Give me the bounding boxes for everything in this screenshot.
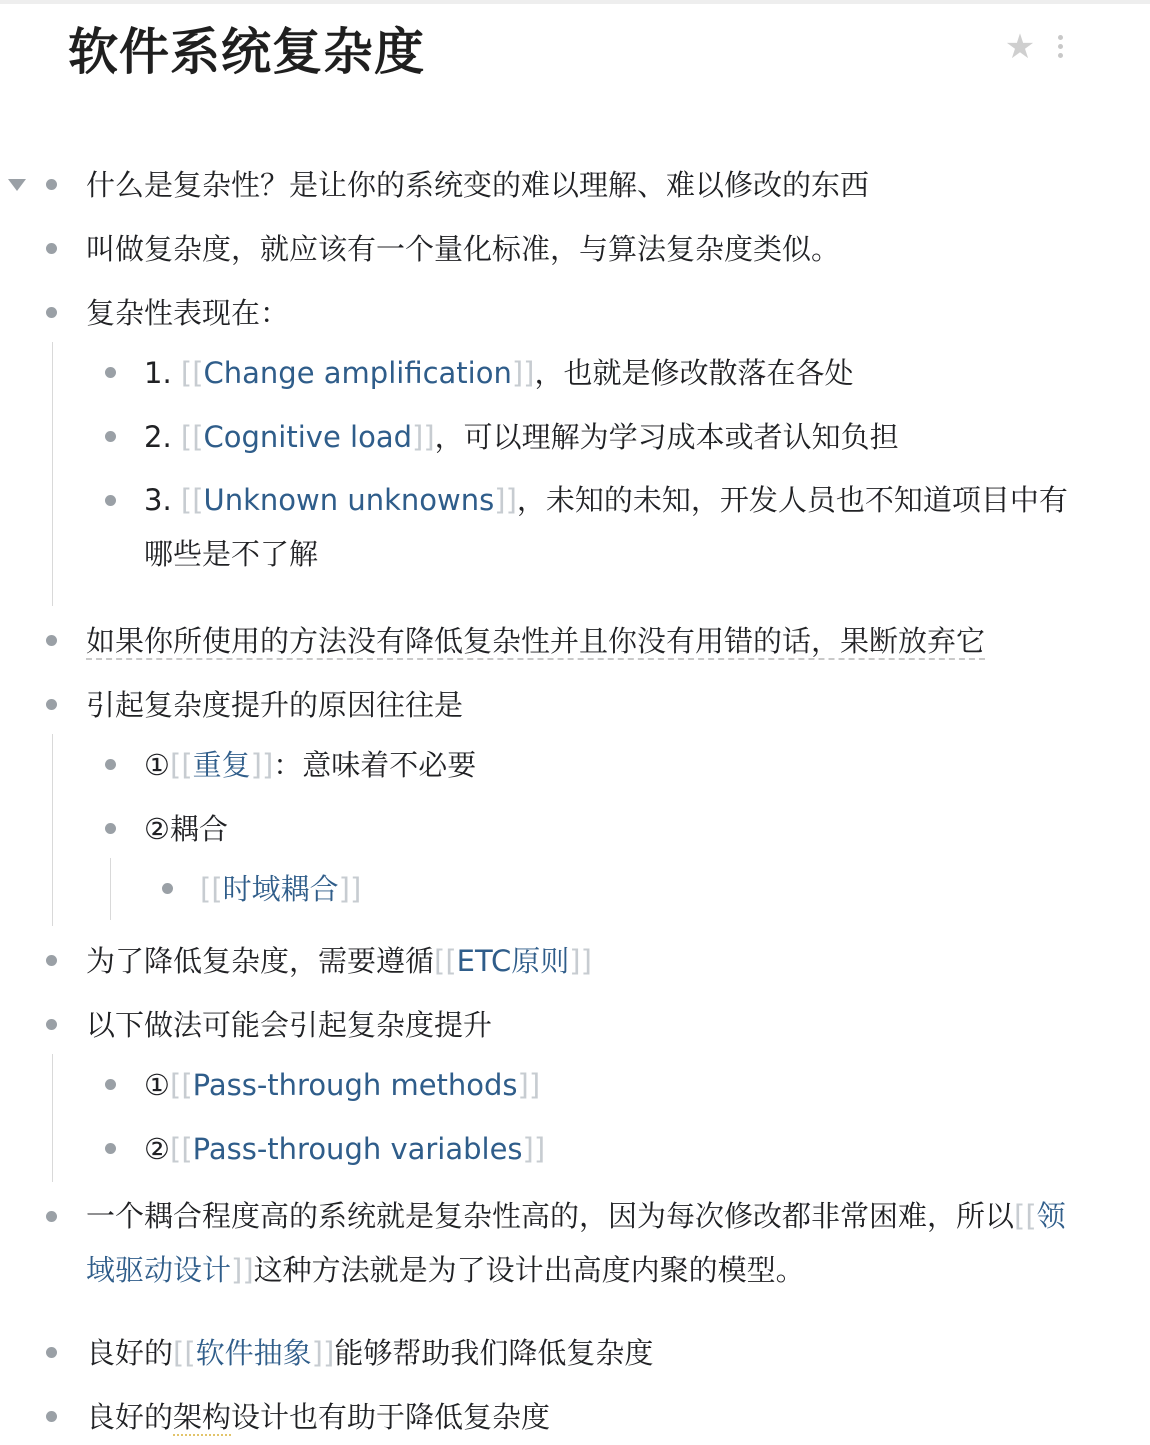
page-ref-ddd[interactable]: [[领域驱动设计]] [86, 1199, 1066, 1287]
block-text: 良好的 [86, 1400, 174, 1434]
bullet[interactable] [105, 1143, 116, 1154]
page-ref-change-amplification[interactable]: [[Change amplification]] [180, 356, 535, 390]
block-duplication[interactable] [144, 738, 1084, 793]
children-guide-line [52, 342, 53, 606]
page-ref-unknown-unknowns[interactable]: [[Unknown unknowns]] [180, 483, 517, 517]
block-architecture[interactable] [86, 1390, 1086, 1445]
star-icon[interactable]: ★ [1004, 27, 1036, 67]
item-number: 1. [144, 356, 181, 390]
bullet[interactable] [46, 243, 57, 254]
page-ref-cognitive-load[interactable]: [[Cognitive load]] [180, 420, 435, 454]
block-text: ，未知的未知，开发人员也不知道项目中有哪些是不了解 [144, 483, 1068, 571]
page-title: 软件系统复杂度 [68, 23, 425, 81]
block-text: ：意味着不必要 [273, 748, 477, 782]
block-text: 一个耦合程度高的系统就是复杂性高的，因为每次修改都非常困难，所以 [86, 1199, 1015, 1233]
bullet[interactable] [105, 759, 116, 770]
block-text: ，可以理解为学习成本或者认知负担 [434, 420, 899, 454]
block-change-amplification[interactable] [144, 346, 1084, 401]
bullet[interactable] [46, 179, 57, 190]
block-text: ，也就是修改散落在各处 [534, 356, 854, 390]
block-pass-through-methods[interactable] [144, 1058, 1084, 1113]
more-vertical-icon[interactable] [1054, 35, 1066, 63]
item-number: ① [144, 1068, 170, 1102]
block-ddd[interactable] [86, 1190, 1066, 1298]
bullet[interactable] [162, 883, 173, 894]
item-number: 3. [144, 483, 181, 517]
bullet[interactable] [46, 699, 57, 710]
block-abandon-method[interactable] [86, 614, 1086, 669]
bullet[interactable] [105, 823, 116, 834]
bullet[interactable] [105, 431, 116, 442]
block-coupling[interactable] [144, 802, 1084, 857]
children-guide-line [52, 1054, 53, 1182]
bullet[interactable] [105, 367, 116, 378]
block-causes[interactable] [86, 678, 1086, 733]
block-text: 叫做复杂度，就应该有一个量化标准，与算法复杂度类似。 [86, 232, 841, 266]
block-text: 这种方法就是为了设计出高度内聚的模型。 [253, 1252, 805, 1287]
collapse-triangle-icon[interactable] [6, 177, 28, 193]
top-border [0, 0, 1150, 4]
block-text: 为了降低复杂度，需要遵循 [86, 944, 435, 978]
bullet[interactable] [46, 1347, 57, 1358]
item-number: 2. [144, 420, 181, 454]
block-what-is-complexity[interactable] [86, 158, 1086, 213]
bullet[interactable] [105, 495, 116, 506]
page-ref-duplication[interactable]: [[重复]] [170, 748, 274, 782]
page-ref-etc-principle[interactable]: [[ETC原则]] [434, 944, 592, 978]
block-text: 引起复杂度提升的原因往往是 [86, 688, 464, 722]
bullet[interactable] [105, 1079, 116, 1090]
item-number: ② [144, 1132, 170, 1166]
block-pass-through-variables[interactable] [144, 1122, 1084, 1177]
block-text: 如果你所使用的方法没有降低复杂性并且你没有用错的话，果断放弃它 [86, 624, 986, 658]
block-unknown-unknowns[interactable] [144, 474, 1074, 582]
page-ref-temporal-coupling[interactable]: [[时域耦合]] [200, 872, 362, 906]
bullet[interactable] [46, 635, 57, 646]
page-ref-pass-through-methods[interactable]: [[Pass-through methods]] [170, 1068, 541, 1102]
block-text: 复杂性表现在： [86, 296, 290, 330]
block-practices[interactable] [86, 998, 1086, 1053]
block-etc-principle[interactable] [86, 934, 1086, 989]
bullet[interactable] [46, 1411, 57, 1422]
block-text: 良好的 [86, 1336, 174, 1370]
item-number: ① [144, 748, 170, 782]
block-text: 什么是复杂性？是让你的系统变的难以理解、难以修改的东西 [86, 168, 870, 202]
block-cognitive-load[interactable] [144, 410, 1084, 465]
page-ref-software-abstraction[interactable]: [[软件抽象]] [173, 1336, 335, 1370]
block-text: 以下做法可能会引起复杂度提升 [86, 1008, 493, 1042]
block-temporal-coupling[interactable] [200, 862, 1080, 917]
block-text: 能够帮助我们降低复杂度 [334, 1336, 654, 1370]
spellcheck-marked-text: 架构 [173, 1400, 232, 1434]
bullet[interactable] [46, 307, 57, 318]
block-text: 设计也有助于降低复杂度 [231, 1400, 551, 1434]
bullet[interactable] [46, 1019, 57, 1030]
bullet[interactable] [46, 955, 57, 966]
block-quantify[interactable] [86, 222, 1086, 277]
page-ref-pass-through-variables[interactable]: [[Pass-through variables]] [170, 1132, 546, 1166]
block-abstraction[interactable] [86, 1326, 1086, 1381]
block-symptoms[interactable] [86, 286, 1086, 341]
children-guide-line [52, 734, 53, 926]
block-text: ②耦合 [144, 812, 228, 846]
bullet[interactable] [46, 1211, 57, 1222]
children-guide-line [110, 858, 111, 920]
